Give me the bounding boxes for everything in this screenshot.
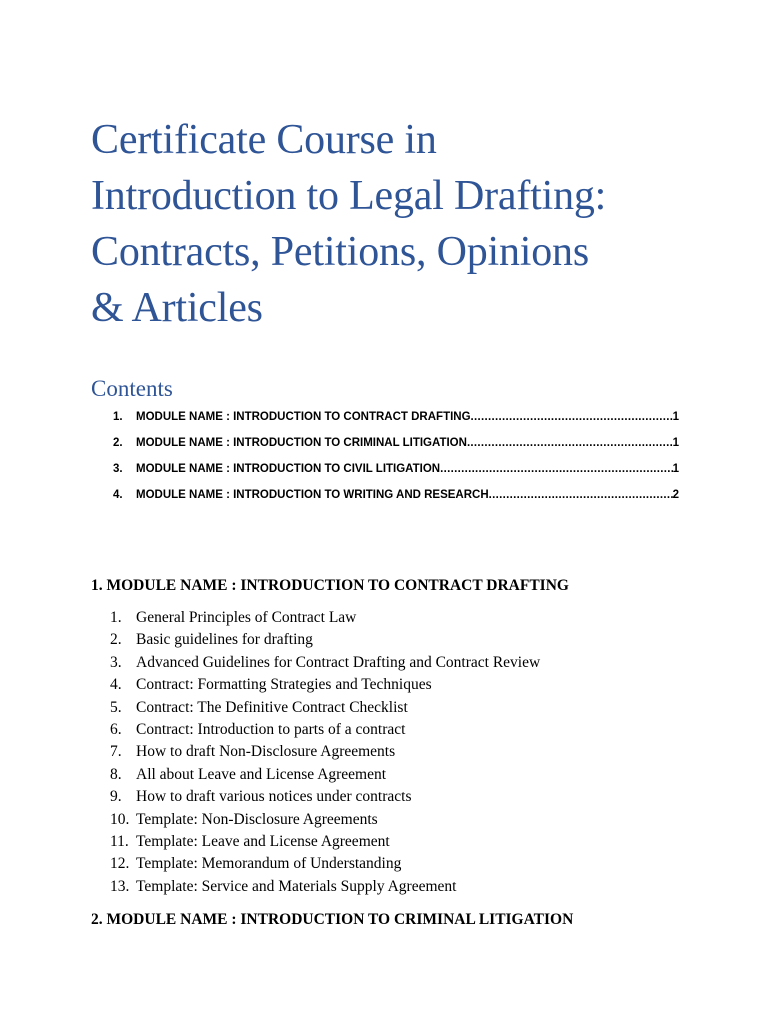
title-line: Certificate Course in — [91, 117, 437, 163]
toc-entry[interactable] — [113, 430, 679, 456]
toc-entry-number: 1. — [113, 411, 123, 423]
topic-item — [110, 741, 540, 763]
title-line: Introduction to Legal Drafting: — [91, 173, 607, 219]
topic-item — [110, 809, 540, 831]
topic-number: 8. — [110, 765, 122, 783]
topic-text: Contract: Formatting Strategies and Techniques — [136, 676, 432, 694]
topic-text: Advanced Guidelines for Contract Drafting and Contract Review — [136, 653, 541, 671]
topic-number: 12. — [110, 855, 130, 873]
topic-number: 9. — [110, 788, 122, 806]
toc-page-number[interactable]: 1 — [672, 411, 679, 423]
toc-page-number[interactable]: 1 — [672, 437, 679, 449]
topic-item — [110, 831, 540, 853]
topic-text: Contract: The Definitive Contract Checklist — [136, 698, 408, 716]
topic-number: 10. — [110, 810, 130, 828]
topic-item — [110, 764, 540, 786]
topic-text: Template: Leave and License Agreement — [136, 832, 390, 850]
topic-text: Contract: Introduction to parts of a contract — [136, 720, 406, 738]
topic-item — [110, 674, 540, 696]
topic-item — [110, 697, 540, 719]
topic-number: 1. — [110, 609, 122, 626]
topic-text: Basic guidelines for drafting — [136, 631, 313, 649]
topic-number: 3. — [110, 653, 122, 671]
toc-entry-title[interactable]: MODULE NAME : INTRODUCTION TO WRITING AND RESEARCH — [136, 489, 489, 501]
table-of-contents — [113, 404, 679, 508]
topic-text: Template: Service and Materials Supply Agreement — [136, 877, 457, 895]
toc-entry-title[interactable]: MODULE NAME : INTRODUCTION TO CONTRACT DRAFTING — [136, 411, 471, 423]
topic-number: 13. — [110, 877, 130, 895]
topic-number: 6. — [110, 720, 122, 738]
topic-text: How to draft various notices under contracts — [136, 788, 412, 806]
toc-entry-title[interactable]: MODULE NAME : INTRODUCTION TO CIVIL LITIGATION — [136, 463, 441, 475]
toc-entry-title[interactable]: MODULE NAME : INTRODUCTION TO CRIMINAL LITIGATION — [136, 437, 467, 449]
toc-entry[interactable] — [113, 404, 679, 430]
topic-text: Template: Memorandum of Understanding — [136, 855, 402, 873]
topic-number: 4. — [110, 676, 122, 694]
toc-page-number[interactable]: 2 — [672, 489, 679, 501]
topic-text: General Principles of Contract Law — [136, 609, 357, 626]
toc-leader-dots — [471, 404, 673, 430]
contents-heading: Contents — [91, 376, 173, 401]
topic-text: All about Leave and License Agreement — [136, 765, 387, 783]
topic-item — [110, 786, 540, 808]
module-topic-list — [110, 607, 540, 898]
toc-leader-dots — [467, 430, 673, 456]
toc-entry-number: 2. — [113, 437, 123, 449]
module-heading: 1. MODULE NAME : INTRODUCTION TO CONTRACT DRAFTING — [91, 577, 569, 594]
topic-item — [110, 719, 540, 741]
topic-number: 5. — [110, 698, 122, 716]
toc-entry-number: 4. — [113, 489, 123, 501]
title-line: & Articles — [91, 285, 263, 331]
module-heading: 2. MODULE NAME : INTRODUCTION TO CRIMINAL LITIGATION — [91, 911, 574, 928]
topic-number: 2. — [110, 631, 122, 649]
toc-leader-dots — [440, 456, 672, 482]
topic-number: 11. — [110, 832, 129, 850]
toc-entry[interactable] — [113, 482, 679, 508]
toc-entry[interactable] — [113, 456, 679, 482]
document-title — [91, 112, 711, 336]
topic-item — [110, 876, 540, 898]
toc-entry-number: 3. — [113, 463, 123, 475]
toc-page-number[interactable]: 1 — [672, 463, 679, 475]
topic-text: How to draft Non-Disclosure Agreements — [136, 743, 396, 761]
toc-leader-dots — [489, 482, 673, 508]
topic-number: 7. — [110, 743, 122, 761]
topic-item — [110, 652, 540, 674]
topic-item — [110, 629, 540, 651]
topic-item — [110, 607, 540, 629]
title-line: Contracts, Petitions, Opinions — [91, 229, 590, 275]
topic-item — [110, 853, 540, 875]
topic-text: Template: Non-Disclosure Agreements — [136, 810, 378, 828]
